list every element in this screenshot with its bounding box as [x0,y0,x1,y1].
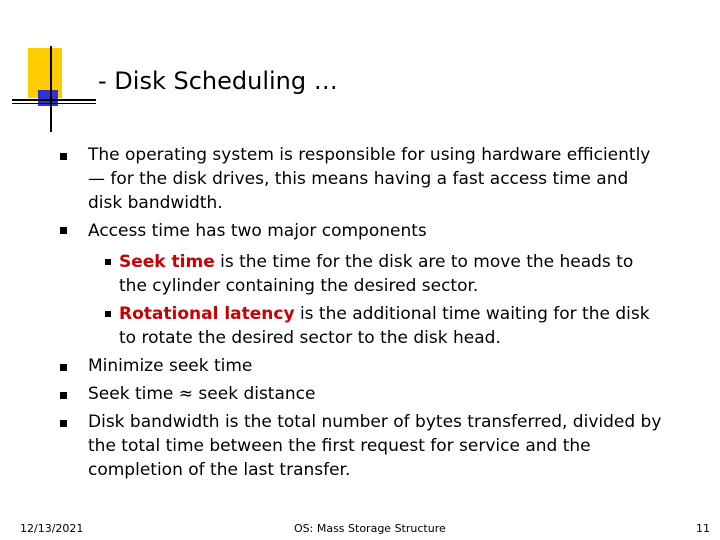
bullet-marker [60,153,67,160]
sub-bullet-2-line-1 [119,302,650,326]
term-rotational-latency: Rotational latency [119,304,295,324]
title-decoration-horizontal-line-2 [12,103,96,104]
bullet-1-line-1: The operating system is responsible for using hardware efficiently [88,145,651,165]
title-decoration-vertical-line [50,46,52,132]
sub-bullet-1-line-1 [119,250,633,274]
sub-bullet-1-text: is the time for the disk are to move the heads to [214,252,634,272]
bullet-5-line-3: completion of the last transfer. [88,460,351,480]
sub-bullet-2-text: is the additional time waiting for the disk [294,304,650,324]
sub-bullet-2-line-2: to rotate the desired sector to the disk head. [119,328,501,348]
sub-bullet-marker [105,311,111,317]
bullet-3-line-1: Minimize seek time [88,356,253,376]
bullet-1-line-3: disk bandwidth. [88,193,223,213]
bullet-marker [60,364,67,371]
title-decoration-horizontal-line [12,99,96,101]
bullet-marker [60,392,67,399]
bullet-5-line-1: Disk bandwidth is the total number of bytes transferred, divided by [88,412,662,432]
footer-course-title: OS: Mass Storage Structure [294,522,446,535]
bullet-marker [60,227,67,234]
sub-bullet-1-line-2: the cylinder containing the desired sector. [119,276,479,296]
footer-date: 12/13/2021 [20,522,84,535]
bullet-1-line-2: — for the disk drives, this means having a fast access time and [88,169,629,189]
sub-bullet-marker [105,259,111,265]
bullet-marker [60,420,67,427]
bullet-2-line-1: Access time has two major components [88,221,427,241]
bullet-5-line-2: the total time between the first request for service and the [88,436,591,456]
bullet-4-line-1: Seek time ≈ seek distance [88,384,316,404]
footer-page-number: 11 [696,522,710,535]
term-seek-time: Seek time [119,252,215,272]
slide-title: - Disk Scheduling … [98,67,338,95]
